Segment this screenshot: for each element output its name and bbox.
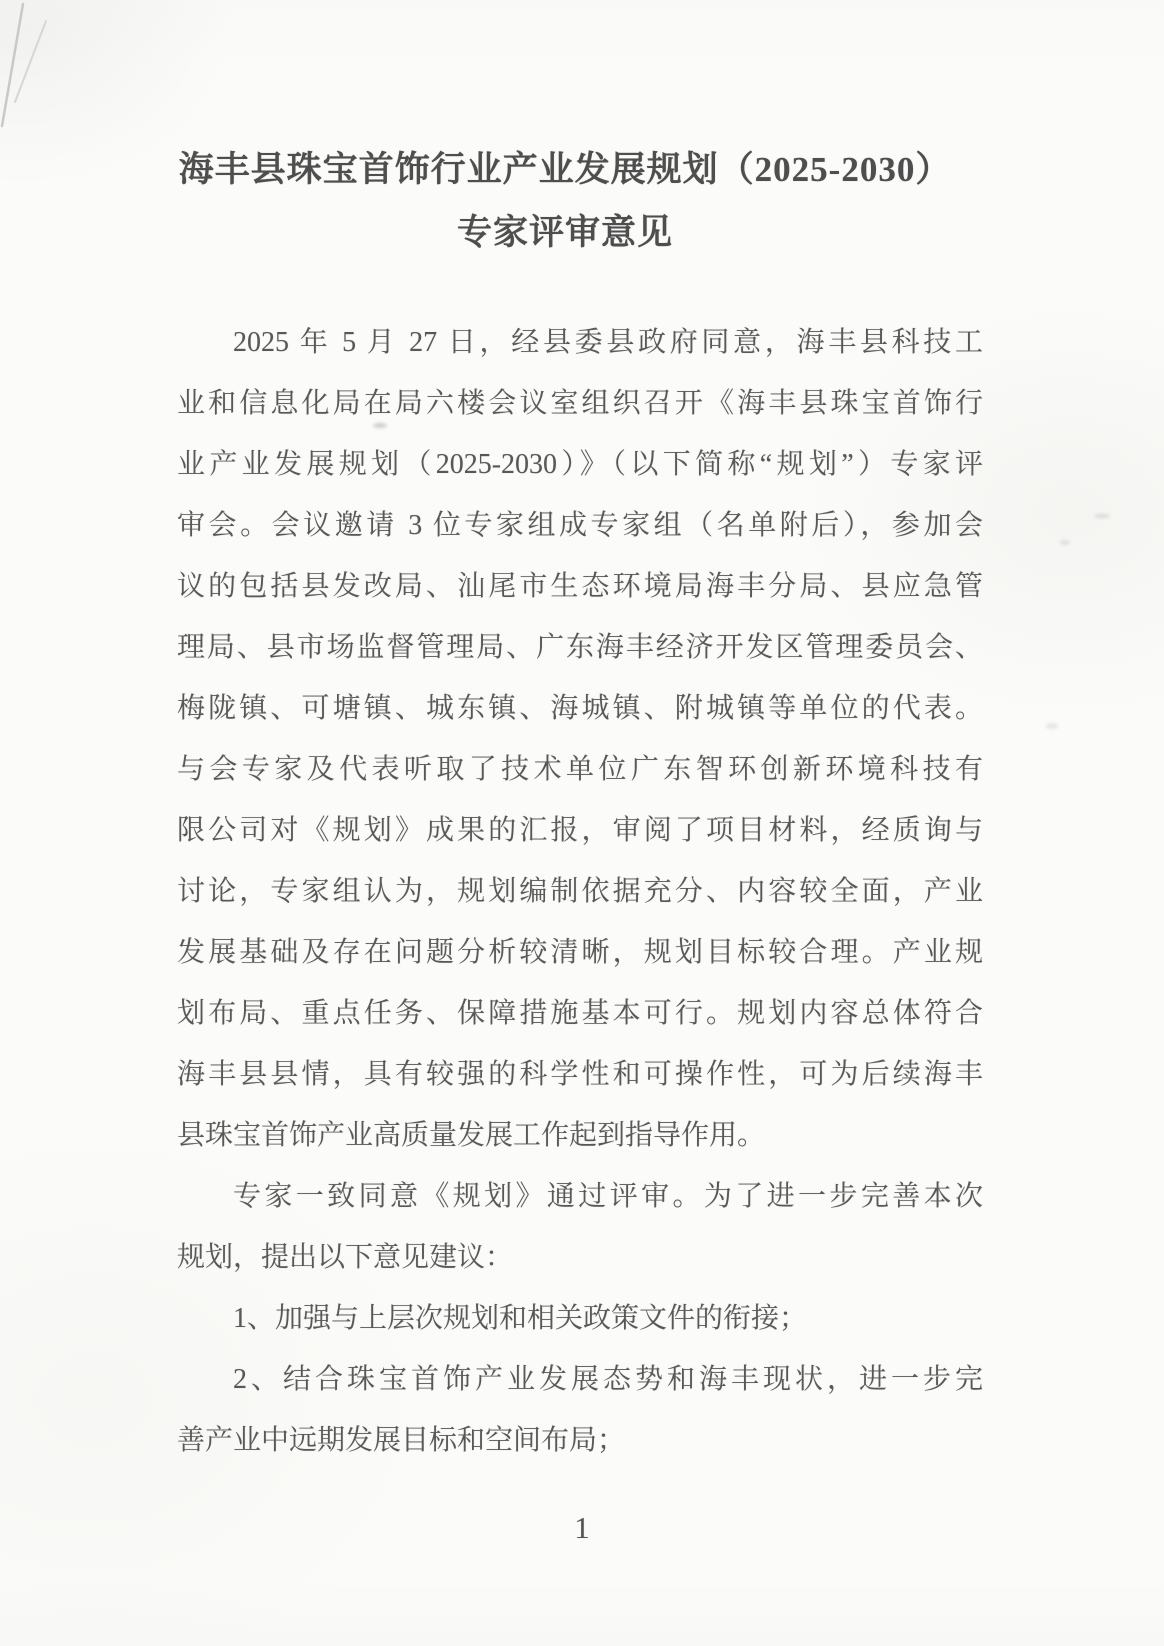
paragraph: [177, 1166, 983, 1288]
paragraph-line: 理局、县市场监督管理局、广东海丰经济开发区管理委员会、: [177, 632, 983, 663]
paragraph-line: 县珠宝首饰产业高质量发展工作起到指导作用。: [177, 1120, 766, 1151]
paragraph-line: 善产业中远期发展目标和空间布局；: [177, 1425, 626, 1456]
paragraph-line: 与会专家及代表听取了技术单位广东智环创新环境科技有: [177, 754, 983, 785]
paragraph-line: 审会。会议邀请 3 位专家组成专家组（名单附后），参加会: [177, 510, 983, 541]
document-body: [177, 312, 983, 1471]
paragraph-line: 1、加强与上层次规划和相关政策文件的衔接；: [233, 1303, 808, 1334]
paragraph-line: 限公司对《规划》成果的汇报，审阅了项目材料，经质询与: [177, 815, 983, 846]
corner-fold-artifact: [0, 0, 70, 140]
scan-smudge: [1046, 723, 1058, 729]
document-content: [177, 138, 983, 1471]
paragraph-line: 2、结合珠宝首饰产业发展态势和海丰现状，进一步完: [233, 1364, 983, 1395]
paragraph-line: 专家一致同意《规划》通过评审。为了进一步完善本次: [233, 1181, 983, 1212]
paragraph-line: 规划，提出以下意见建议：: [177, 1242, 514, 1273]
page-number: 1: [574, 1510, 590, 1545]
suggestion-item-1: [177, 1288, 983, 1349]
document-title-line-1: 海丰县珠宝首饰行业产业发展规划（2025-2030）: [178, 150, 952, 189]
paragraph-line: 2025 年 5 月 27 日，经县委县政府同意，海丰县科技工: [233, 327, 983, 358]
paragraph-line: 发展基础及存在问题分析较清晰，规划目标较合理。产业规: [177, 937, 983, 968]
paragraph-line: 梅陇镇、可塘镇、城东镇、海城镇、附城镇等单位的代表。: [177, 693, 983, 724]
paragraph-line: 海丰县县情，具有较强的科学性和可操作性，可为后续海丰: [177, 1059, 983, 1090]
paragraph-line: 划布局、重点任务、保障措施基本可行。规划内容总体符合: [177, 998, 983, 1029]
document-title: [147, 138, 983, 264]
paragraph-line: 议的包括县发改局、汕尾市生态环境局海丰分局、县应急管: [177, 571, 983, 602]
scan-smudge: [1094, 514, 1110, 518]
paragraph-line: 业产业发展规划（2025-2030）》（以下简称“规划”）专家评: [177, 449, 983, 480]
document-title-line-2: 专家评审意见: [456, 213, 673, 252]
paragraph-line: 业和信息化局在局六楼会议室组织召开《海丰县珠宝首饰行: [177, 388, 983, 419]
paragraph: [177, 312, 983, 1166]
scan-smudge: [1060, 540, 1070, 545]
paragraph-line: 讨论，专家组认为，规划编制依据充分、内容较全面，产业: [177, 876, 983, 907]
suggestion-item-2: [177, 1349, 983, 1471]
